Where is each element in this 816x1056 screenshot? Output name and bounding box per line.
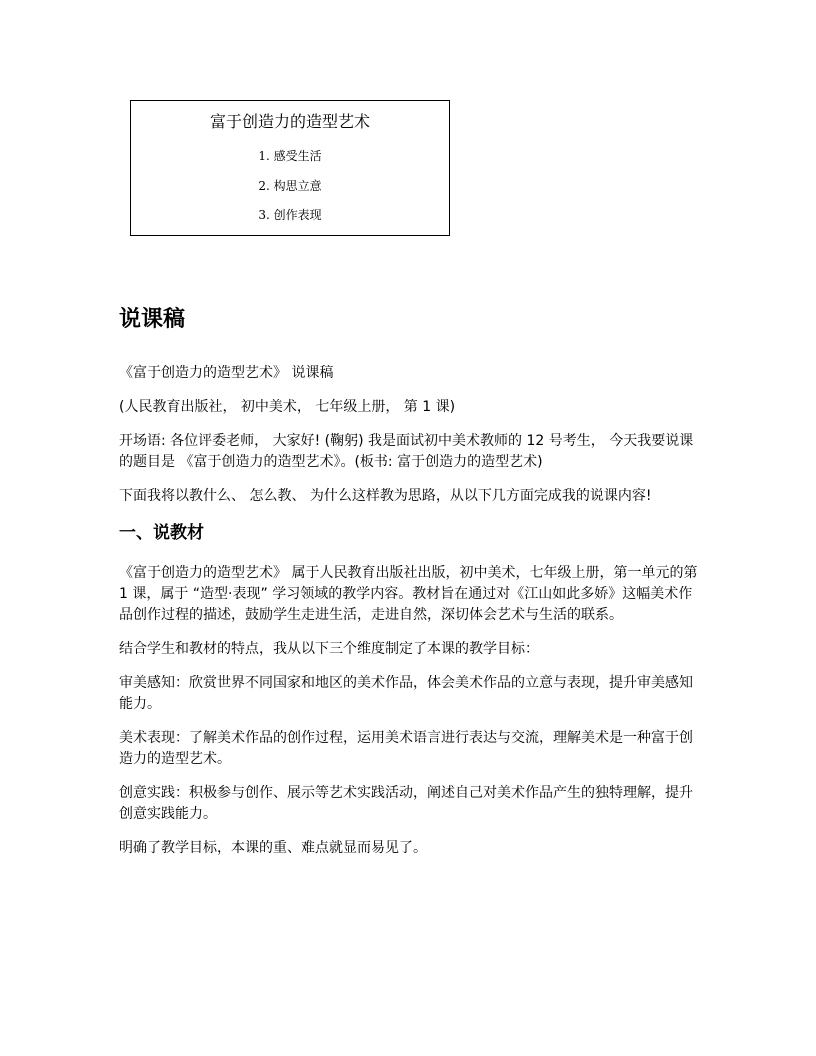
section-heading-textbook: 一、说教材 <box>119 523 204 543</box>
document-title: 说课稿 <box>119 307 186 332</box>
blackboard-outline-box <box>130 100 450 236</box>
key-points-transition: 明确了教学目标，本课的重、难点就显而易见了。 <box>119 840 427 856</box>
objective-practice: 创意实践：积极参与创作、展示等艺术实践活动，阐述自己对美术作品产生的独特理解，提升创意实践能力。 <box>119 785 693 822</box>
publisher-info: (人民教育出版社， 初中美术， 七年级上册， 第 1 课) <box>119 399 456 415</box>
lesson-title-line: 《富于创造力的造型艺术》 说课稿 <box>119 365 334 381</box>
document-body <box>119 303 704 872</box>
objectives-intro: 结合学生和教材的特点，我从以下三个维度制定了本课的教学目标： <box>119 641 539 657</box>
board-title: 富于创造力的造型艺术 <box>209 112 370 131</box>
board-item-2: 2. 构思立意 <box>258 179 322 193</box>
board-item-1: 1. 感受生活 <box>258 149 322 163</box>
textbook-description: 《富于创造力的造型艺术》 属于人民教育出版社出版，初中美术，七年级上册，第一单元的第 1 课，属于 “造型·表现” 学习领域的教学内容。教材旨在通过对《江山如此多娇》这幅美术作品创作过程的描述，鼓励学生走进生活，走进自然，深切体会艺术与生活的联系。 <box>119 565 698 623</box>
objective-expression: 美术表现：了解美术作品的创作过程，运用美术语言进行表达与交流，理解美术是一种富于创造力的造型艺术。 <box>119 730 693 767</box>
opening-remarks: 开场语: 各位评委老师， 大家好! (鞠躬) 我是面试初中美术教师的 12 号考生， 今天我要说课的题目是 《富于创造力的造型艺术》。(板书: 富于创造力的造型艺术) <box>119 433 694 470</box>
objective-aesthetic: 审美感知：欣赏世界不同国家和地区的美术作品，体会美术作品的立意与表现，提升审美感知能力。 <box>119 675 693 712</box>
board-item-3: 3. 创作表现 <box>258 208 322 222</box>
outline-statement: 下面我将以教什么、 怎么教、 为什么这样教为思路，从以下几方面完成我的说课内容! <box>119 488 652 504</box>
